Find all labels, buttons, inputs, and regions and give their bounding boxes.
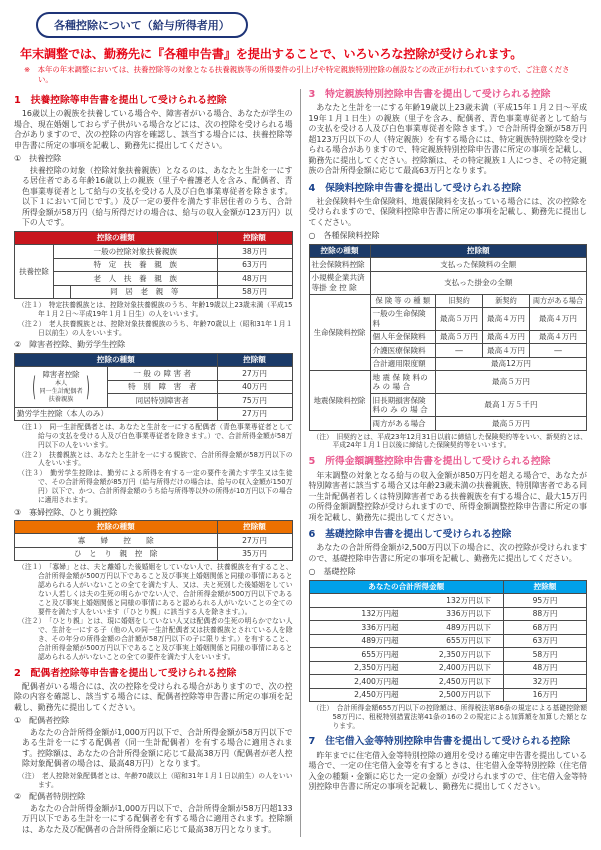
t4-seimei-label: 介護医療保険料 (370, 344, 436, 357)
table-row (309, 648, 587, 661)
t4-seimei-subheader: 保 険 等 の 種 類 (370, 294, 436, 307)
t5-income-range (312, 609, 502, 618)
t4-seimei-both: ― (530, 344, 587, 357)
t5-from (312, 596, 399, 605)
table-row (15, 534, 293, 547)
t3-note-1: （注１） 「寡婦」とは、夫と離婚した後婚姻をしていない人で、扶養親族を有すること、合計所得金額が500万円以下であること及び事実上婚姻関係と同様の事情にあると認められる人がいないことの全てを満たす人、又は、夫と死別した後婚姻をしていない人若しくは夫の生死の明らかでない人で、合計所得金額が500万円以下であること及び事実上婚姻関係と同様の事情にあると認められる人がいないことの全ての要件を満たす人をいいます（「ひとり親」に該当する人を除きます。）。 (18, 563, 293, 616)
t1-header-type: 控除の種類 (15, 231, 218, 244)
t4-seimei-subheader: 旧契約 (436, 294, 483, 307)
t2-note-3: （注３） 勤労学生控除は、勤労による所得を有する一定の要件を満たす学生又は生徒で、その合計所得金額が85万円（給与所得だけの場合は、給与の収入金額が150万円）以下で、かつ、合計所得金額のうち給与所得等以外の所得が10万円以下の場合に適用されます。 (18, 469, 293, 504)
table-row (309, 294, 587, 307)
t5-header-income: あなたの合計所得金額 (309, 580, 504, 593)
t1-note-2: （注２） 老人扶養親族とは、控除対象扶養親族のうち、年齢70歳以上（昭和31年１月１日以前生）の人をいいます。 (18, 319, 293, 337)
table-row (15, 272, 293, 285)
t4-note: （注） 旧契約とは、平成23年12月31日以前に締結した保険契約等をいい、新契約とは、平成24年１月１日以後に締結した保険契約等をいいます。 (312, 432, 587, 450)
table-row (15, 407, 293, 420)
t5-from: 2,450万円超 (354, 690, 399, 699)
table-row (309, 594, 587, 607)
t4-kyosai-label: 小規模企業共済等掛 金 控 除 (309, 271, 370, 294)
t2-row-value: 40万円 (217, 380, 292, 393)
t2-group-name: 障害者控除 (42, 369, 80, 379)
section-1-title: 1 扶養控除等申告書を提出して受けられる控除 (14, 94, 227, 106)
t1-row-value: 38万円 (217, 245, 292, 258)
t3-note-2: （注２） 「ひとり親」とは、現に婚姻をしていない人又は配偶者の生死の明らかでない人で、生計を一にする子（他の人の同一生計配偶者又は扶養親族とされている人を除き、その年分の所得金額の合計額が58万円以下の子に限ります。）を有すること、合計所得金額が500万円以下であること及び事実上婚姻関係と同様の事情にあると認められる人がいないことの全ての要件を満たす人をいいます。 (18, 617, 293, 661)
section-7-body: 昨年までに住宅借入金等特別控除の適用を受ける確定申告書を提出している場合で、一定の住宅借入金等を有するときは、住宅借入金等特別控除（住宅借入金の種類・金額に応じた一定の金額）が受けられますので、住宅借入金等特別控除申告書に所定の事項を記載し、勤務先に提出してください。 (308, 750, 587, 792)
t4-seimei-both: 最高４万円 (530, 330, 587, 343)
t4-seimei-old: 最高５万円 (436, 330, 483, 343)
t4-seimei-group: 生命保険料控除 (309, 294, 370, 370)
table-row (15, 245, 293, 258)
t4-seimei-new: 最高４万円 (483, 330, 530, 343)
t2-row-label: 一 般 の 障 害 者 (108, 367, 218, 380)
left-column (14, 89, 300, 837)
table-row (15, 258, 293, 271)
t1-group: 扶養控除 (15, 245, 54, 299)
sub-fuyo-body: 扶養控除の対象（控除対象扶養親族）となるのは、あなたと生計を一にする居住者である年齢16歳以上の親族（里子や養護老人を含み、配偶者、青色事業専従者として給与の支払を受ける人及び白色事業専従者を除きます。以下１において同じです。）及び一定の要件を満たす非居住者のうち、合計所得金額が58万円（給与所得だけの場合は、給与の収入金額が123万円）以下の人です。 (22, 165, 293, 228)
t5-value: 48万円 (504, 661, 587, 674)
table-row (309, 607, 587, 620)
t5-income-range (312, 690, 502, 699)
section-5-body: 年末調整の対象となる給与の収入金額が850万円を超える場合で、あなたが特別障害者に該当する場合又は年齢23歳未満の扶養親族、特別障害者である同一生計配偶者若しくは特別障害者である扶養親族を有する場合に、最大15万円の所得金額調整控除が受けられますので、所得金額調整控除申告書に所定の事項を記載し、勤務先に提出してください。 (308, 470, 587, 522)
table-row (15, 285, 293, 298)
section-6-title: 6 基礎控除申告書を提出して受けられる控除 (308, 529, 512, 540)
t5-to: 2,350万円以下 (438, 649, 491, 659)
t1-row-label: 特 定 扶 養 親 族 (54, 258, 218, 271)
t4-jishin-value: 最高１万５千円 (436, 394, 587, 417)
t5-to: 489万円以下 (446, 622, 491, 632)
table-row (15, 547, 293, 560)
t5-income-range (312, 663, 502, 672)
t4-seimei-subheader: 新契約 (483, 294, 530, 307)
t5-from: 132万円超 (361, 609, 399, 619)
t3-header-type: 控除の種類 (15, 520, 218, 533)
t5-value: 16万円 (504, 688, 587, 701)
section-4-title: 4 保険料控除申告書を提出して受けられる控除 (308, 182, 522, 194)
t4-seimei-label: 個人年金保険料 (370, 330, 436, 343)
t4-header-type: 控除の種類 (309, 244, 370, 257)
t5-note: （注） 合計所得金額655万円以下の控除額は、所得税法第86条の規定による基礎控除額58万円に、租税特別措置法第41条の16の２の規定による加算額を加算した額となります。 (312, 703, 587, 730)
t4-seimei-new: 最高４万円 (483, 344, 530, 357)
fuyo-kojo-table (14, 231, 293, 299)
t3-header-amount: 控除額 (217, 520, 292, 533)
t4-seimei-label: 一般の生命保険料 (370, 307, 436, 330)
t5-income-range (312, 623, 502, 632)
t2-note-1: （注１） 同一生計配偶者とは、あなたと生計を一にする配偶者（青色事業専従者として給与の支払を受ける人及び白色事業専従者を除きます。）で、合計所得金額が58万円以下の人をいいます。 (18, 423, 293, 449)
t4-seimei-both: 最高４万円 (530, 307, 587, 330)
t1-row-label: 一般の控除対象扶養親族 (54, 245, 218, 258)
t2-header-type: 控除の種類 (15, 353, 218, 366)
t2-group-bracket (33, 380, 88, 404)
section-2-intro: 配偶者がいる場合には、次の控除を受けられる場合がありますので、次の控除の内容を確認し、該当する場合には、配偶者控除等申告書に所定の事項を記載し、勤務先に提出してください。 (14, 681, 293, 712)
t5-value: 95万円 (504, 594, 587, 607)
t5-value: 63万円 (504, 634, 587, 647)
t1-row-label-nested: 同 居 老 親 等 (54, 285, 218, 298)
t5-income-range (312, 677, 502, 686)
haigusha-note: （注） 老人控除対象配偶者とは、年齢70歳以上（昭和31年１月１日以前生）の人をいいます。 (18, 771, 293, 789)
t4-jishin-label: 旧長期損害保険料の み の 場 合 (370, 394, 436, 417)
right-column (300, 89, 588, 837)
t5-to: 336万円以下 (446, 609, 491, 619)
sub-kiso-heading: ○ 基礎控除 (308, 567, 356, 577)
title-badge: 各種控除について（給与所得者用） (36, 12, 248, 38)
sub-haigusha-heading: ① 配偶者控除 (14, 716, 70, 726)
two-column-layout (14, 89, 587, 837)
kafu-hitorioya-table (14, 520, 293, 561)
t1-row-value: 63万円 (217, 258, 292, 271)
t4-shakai-value: 支払った保険料の全額 (370, 258, 587, 271)
t2-note-2: （注２） 扶養親族とは、あなたと生計を一にする親族で、合計所得金額が58万円以下の人をいいます。 (18, 450, 293, 468)
shogaisha-kojo-table (14, 353, 293, 421)
t5-income-range (312, 596, 502, 605)
t3-row-value: 27万円 (217, 534, 292, 547)
t4-jishin-value: 最高５万円 (436, 417, 587, 430)
t5-from: 2,400万円超 (354, 676, 399, 686)
t2-row-label: 特 別 障 害 者 (108, 380, 218, 393)
t2-fullrow-value: 27万円 (217, 407, 292, 420)
t1-note-1: （注１） 特定扶養親族とは、控除対象扶養親族のうち、年齢19歳以上23歳未満（平成15年１月２日～平成19年１月１日生）の人をいいます。 (18, 301, 293, 318)
table-row (309, 258, 587, 271)
t4-shakai-label: 社会保険料控除 (309, 258, 370, 271)
t5-to: 2,500万円以下 (438, 690, 491, 699)
table-row (309, 371, 587, 394)
t5-from: 2,350万円超 (354, 663, 399, 673)
sub-fuyo-heading: ① 扶養控除 (14, 154, 62, 164)
t2-row-value: 27万円 (217, 367, 292, 380)
t4-seimei-new: 最高４万円 (483, 307, 530, 330)
hokenryo-kojo-table (309, 244, 588, 431)
t4-jishin-group: 地震保険料控除 (309, 371, 370, 430)
table-row (15, 367, 293, 380)
t5-to: 132万円以下 (446, 595, 491, 605)
sub-hokenryo-heading: ○ 各種保険料控除 (308, 231, 380, 241)
t5-from: 489万円超 (361, 636, 399, 646)
table-row (309, 675, 587, 688)
headline: 年末調整では、勤務先に『各種申告書』を提出することで、いろいろな控除が受けられます。 (20, 47, 523, 61)
t2-row-label: 同居特別障害者 (108, 394, 218, 407)
table-row (309, 621, 587, 634)
section-3-title: 3 特定親族特別控除申告書を提出して受けられる控除 (308, 88, 551, 100)
revision-notice: ※ 本年の年末調整においては、扶養控除等の対象となる扶養親族等の所得要件の引上げや特定親族特別控除の創設などの改正が行われていますので、ご注意ください。 (24, 65, 570, 84)
t3-row-label: 寡 婦 控 除 (15, 534, 218, 547)
t2-bracket-line: 扶養親族 (48, 396, 74, 404)
t4-jishin-label: 両方がある場合 (370, 417, 436, 430)
table-row (309, 634, 587, 647)
section-3-body: あなたと生計を一にする年齢19歳以上23歳未満（平成15年１月２日～平成19年１月１日生）の親族（里子を含み、配偶者、青色事業専従者として給与の支払を受ける人及び白色事業専従者を除きます。）で合計所得金額が58万円超123万円以下の人（特定親族）を有する場合には、特定親族特別控除を受けられる場合がありますので、特定親族特別控除申告書に所定の事項を記載し、勤務先に提出してください。控除額は、その特定親族１人につき、その特定親族の合計所得金額に応じて最高63万円となります。 (308, 103, 587, 176)
t1-row-value: 48万円 (217, 272, 292, 285)
sub-haigusha-tokubetsu-heading: ② 配偶者特別控除 (14, 792, 86, 802)
kiso-kojo-table (309, 580, 588, 702)
t1-header-amount: 控除額 (217, 231, 292, 244)
t5-from: 655万円超 (361, 649, 399, 659)
table-row (309, 688, 587, 701)
sub-kafu-heading: ③ 寡婦控除、ひとり親控除 (14, 507, 118, 517)
section-1-intro: 16歳以上の親族を扶養している場合や、障害者がいる場合、あなたが学生の場合、現在婚姻しておらず子供がいる場合などには、次の控除を受けられる場合がありますので、次の控除の内容を確認し、該当する場合には、扶養控除等申告書に所定の事項を記載し、勤務先に提出してください。 (14, 109, 293, 150)
t5-header-amount: 控除額 (504, 580, 587, 593)
t5-value: 68万円 (504, 621, 587, 634)
t2-group (15, 367, 108, 407)
t4-kyosai-value: 支払った掛金の全額 (370, 271, 587, 294)
t5-to: 2,400万円以下 (438, 663, 491, 673)
t4-jishin-label: 地 震 保 険 料の み の 場 合 (370, 371, 436, 394)
t5-to: 2,450万円以下 (438, 676, 491, 686)
t2-row-value: 75万円 (217, 394, 292, 407)
t4-seimei-subheader: 両方がある場合 (530, 294, 587, 307)
t5-to: 655万円以下 (446, 636, 491, 646)
t5-value: 32万円 (504, 675, 587, 688)
page-header (14, 12, 587, 85)
section-7-title: 7 住宅借入金等特別控除申告書を提出して受けられる控除 (308, 736, 571, 748)
section-5-title: 5 所得金額調整控除申告書を提出して受けられる控除 (308, 456, 551, 468)
t2-header-amount: 控除額 (217, 353, 292, 366)
sub-shogai-heading: ② 障害者控除、勤労学生控除 (14, 340, 126, 350)
t2-bracket-line: ( 本人 (54, 379, 68, 387)
t3-row-label: ひ と り 親 控 除 (15, 547, 218, 560)
section-4-body: 社会保険料や生命保険料、地震保険料を支払っている場合には、次の控除を受けられますので、保険料控除申告書に所定の事項を記載し、勤務先に提出してください。 (308, 196, 587, 227)
t4-header-amount: 控除額 (370, 244, 587, 257)
t1-row-label: 老 人 扶 養 親 族 (54, 272, 218, 285)
section-6-body: あなたの合計所得金額が2,500万円以下の場合に、次の控除が受けられますので、基礎控除申告書に所定の事項を記載し、勤務先に提出してください。 (308, 543, 587, 563)
section-2-title: 2 配偶者控除等申告書を提出して受けられる控除 (14, 667, 237, 679)
sub-haigusha-tokubetsu-body: あなたの合計所得金額が1,000万円以下で、合計所得金額が58万円超133万円以下である生計を一にする配偶者を有する場合に適用されます。控除額は、あなた及び配偶者の合計所得金額に応じて最高38万円となります。 (22, 803, 293, 834)
t4-seimei-old: ― (436, 344, 483, 357)
t3-row-value: 35万円 (217, 547, 292, 560)
t5-value: 88万円 (504, 607, 587, 620)
table-row (309, 271, 587, 294)
sub-haigusha-body: あなたの合計所得金額が1,000万円以下で、合計所得金額が58万円以下である生計を一にする配偶者（同一生計配偶者）を有する場合に適用されます。控除額は、あなたの合計所得金額に応じて最高38万円（配偶者が老人控除対象配偶者の場合は、最高48万円）となります。 (22, 727, 293, 769)
t5-value: 58万円 (504, 648, 587, 661)
t1-row-value: 58万円 (217, 285, 292, 298)
t5-from: 336万円超 (361, 622, 399, 632)
t2-bracket-line: 同一生計配偶者 (39, 388, 83, 396)
t4-seimei-old: 最高５万円 (436, 307, 483, 330)
t4-jishin-value: 最高５万円 (436, 371, 587, 394)
t4-limit-value: 最高12万円 (436, 357, 587, 370)
t2-fullrow-label: 勤労学生控除（本人のみ） (15, 407, 218, 420)
t5-income-range (312, 636, 502, 645)
t5-income-range (312, 650, 502, 659)
t4-limit-label: 合計適用限度額 (370, 357, 436, 370)
table-row (309, 661, 587, 674)
